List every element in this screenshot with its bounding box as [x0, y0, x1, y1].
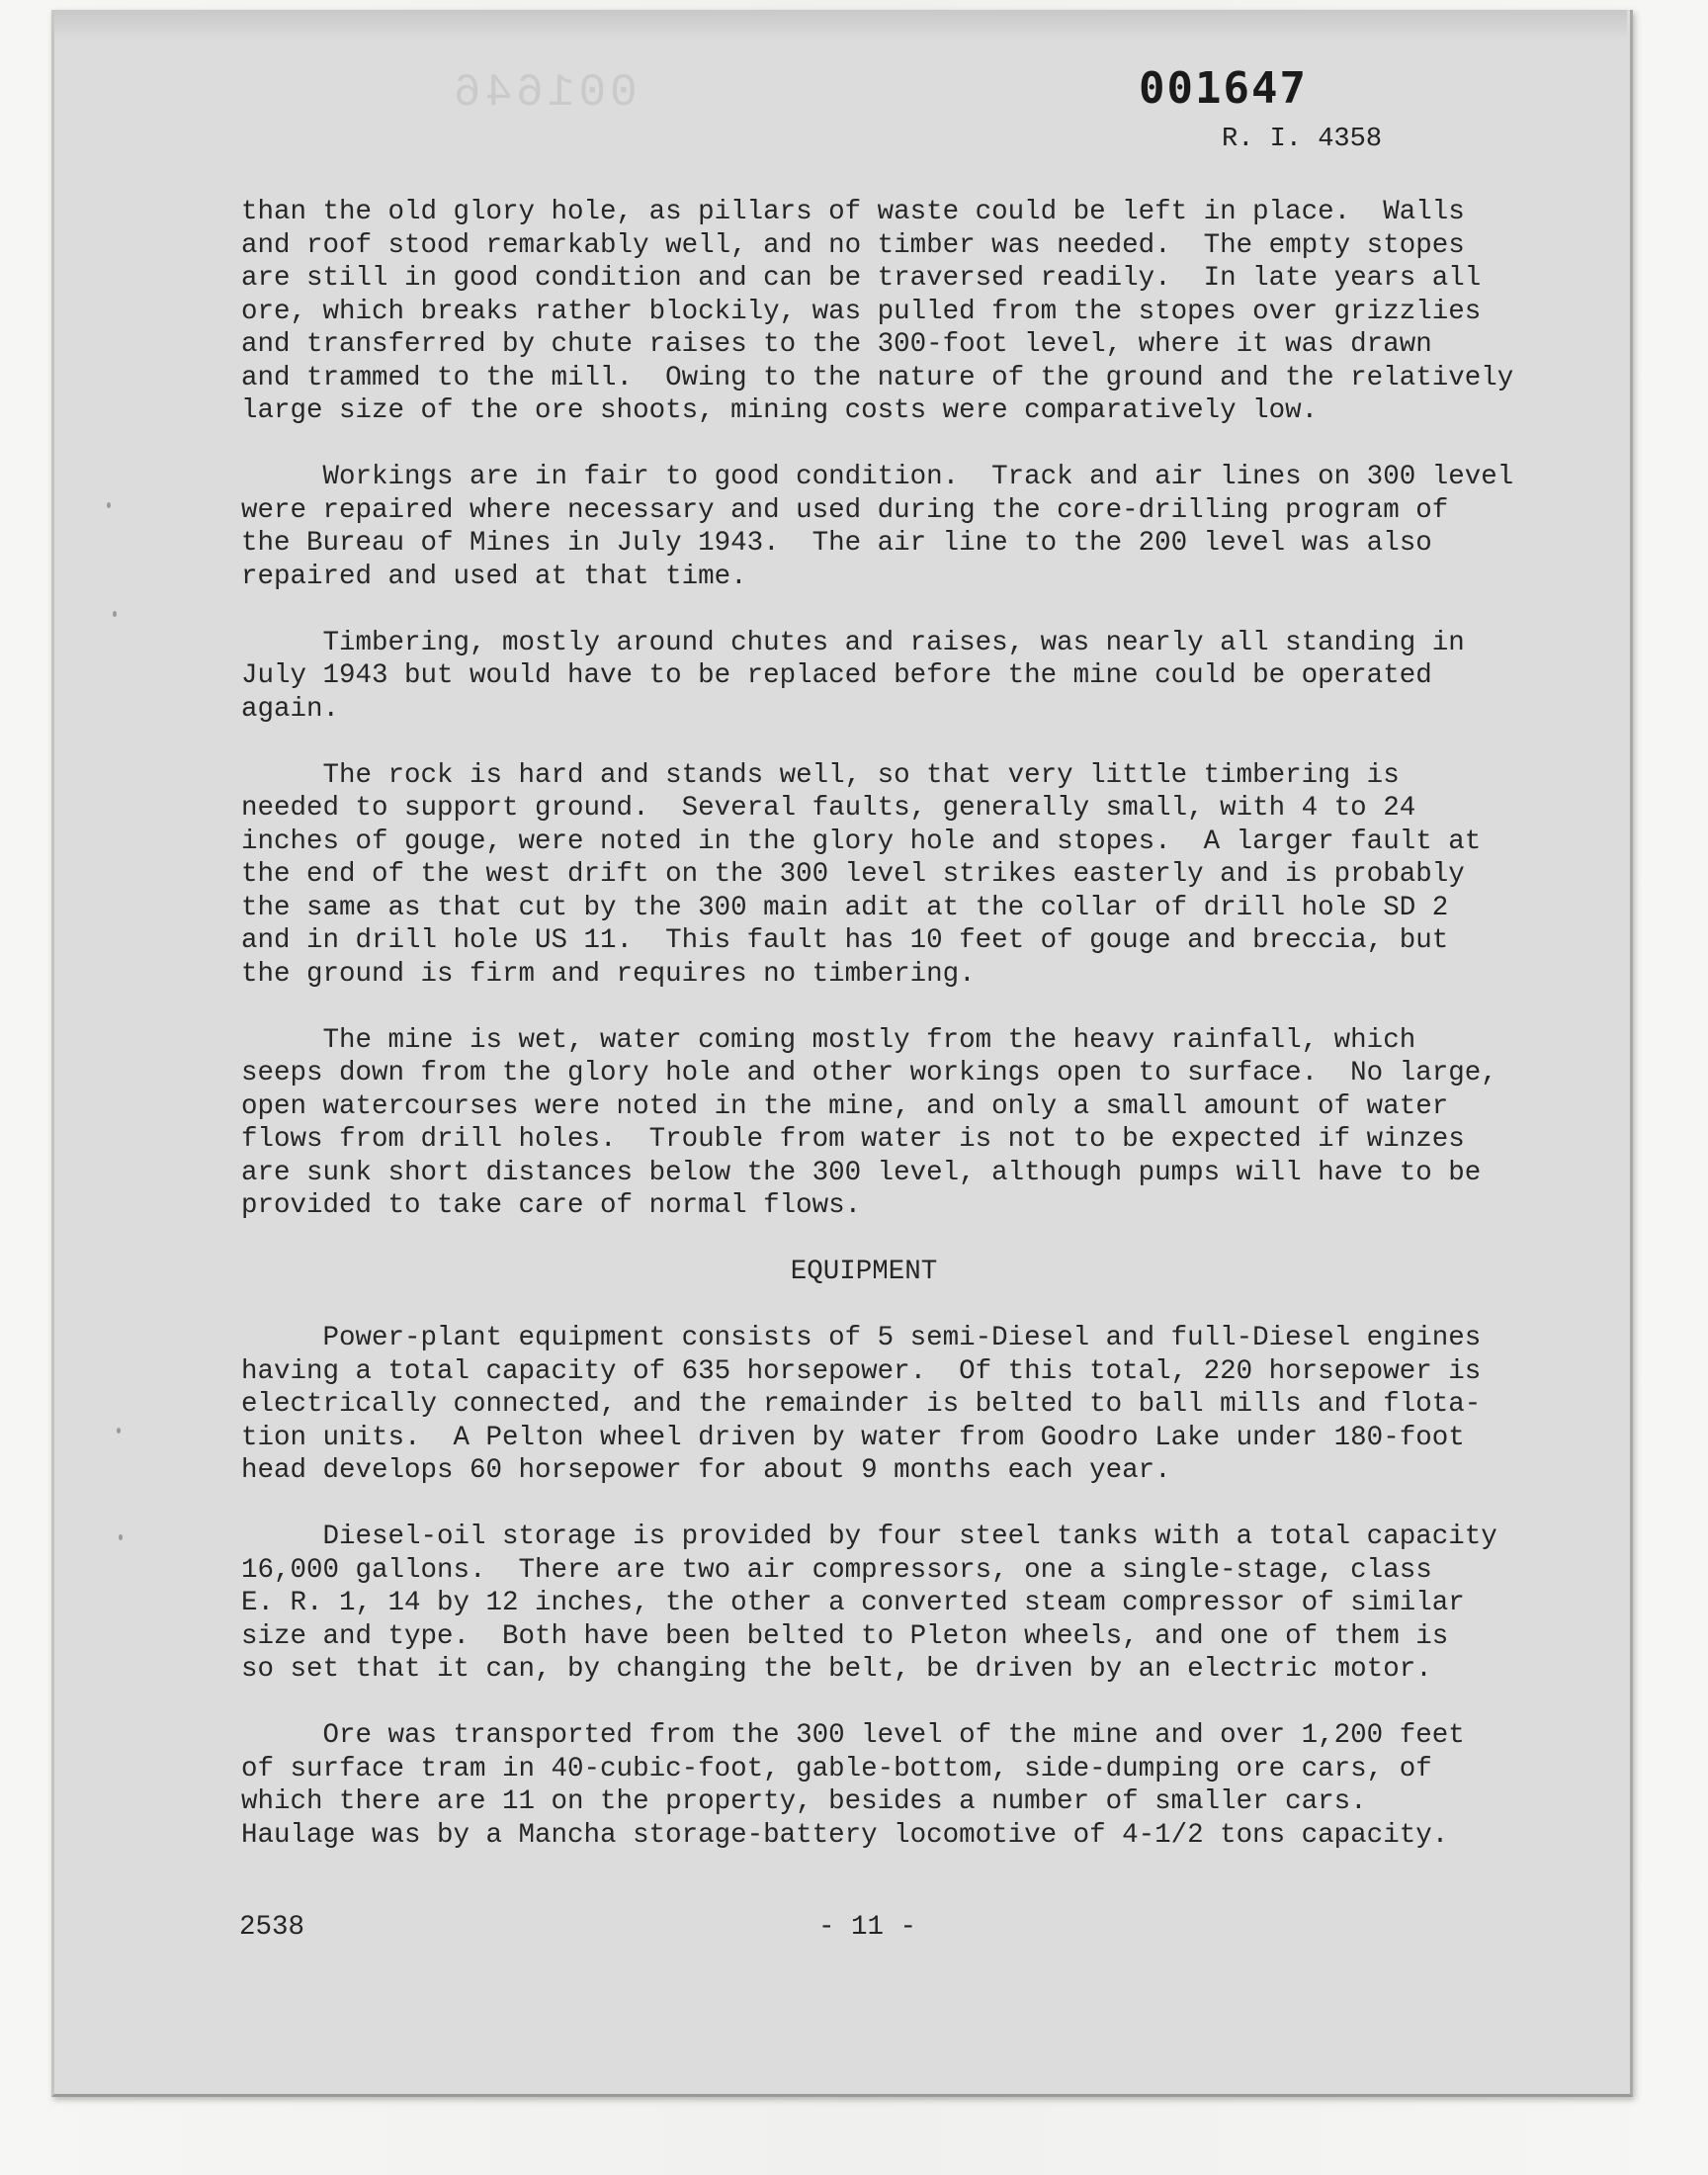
text-line: size and type. Both have been belted to Pleton wheels, and one of them is [241, 1620, 1449, 1652]
text-line: and roof stood remarkably well, and no timber was needed. The empty stopes [241, 229, 1465, 261]
paragraph [241, 1719, 1536, 1852]
text-line: so set that it can, by changing the belt, be driven by an electric motor. [241, 1654, 1432, 1685]
scan-speck [113, 611, 117, 617]
section-heading: EQUIPMENT [790, 1257, 938, 1287]
scan-speck [117, 1428, 121, 1434]
text-line: Timbering, mostly around chutes and raises, was nearly all standing in [241, 627, 1465, 658]
text-line: repaired and used at that time. [241, 561, 747, 592]
paragraph [241, 1024, 1536, 1223]
document-body [241, 196, 1536, 1885]
text-line: were repaired where necessary and used during the core-drilling program of [241, 494, 1449, 526]
text-line: large size of the ore shoots, mining costs were comparatively low. [241, 395, 1319, 426]
text-line: E. R. 1, 14 by 12 inches, the other a converted steam compressor of similar [241, 1588, 1465, 1618]
text-line: again. [241, 693, 340, 725]
text-line: the end of the west drift on the 300 level strikes easterly and is probably [241, 859, 1465, 890]
bleed-through-number: 001646 [450, 67, 638, 119]
document-number-stamp: 001647 [1139, 63, 1308, 114]
text-line: Power-plant equipment consists of 5 semi-Diesel and full-Diesel engines [241, 1323, 1482, 1353]
text-line: ore, which breaks rather blockily, was pulled from the stopes over grizzlies [241, 296, 1482, 327]
report-identifier: R. I. 4358 [1222, 125, 1383, 154]
text-line: of surface tram in 40-cubic-foot, gable-bottom, side-dumping ore cars, of [241, 1753, 1432, 1784]
text-line: the ground is firm and requires no timbering. [241, 958, 976, 990]
text-line: seeps down from the glory hole and other workings open to surface. No large, [241, 1058, 1497, 1088]
page-number: - 11 - [818, 1912, 917, 1943]
text-line: The rock is hard and stands well, so that very little timbering is [241, 759, 1400, 791]
text-line: tion units. A Pelton wheel driven by water from Goodro Lake under 180-foot [241, 1422, 1465, 1453]
paragraph [241, 1521, 1536, 1687]
text-line: are still in good condition and can be traversed readily. In late years all [241, 263, 1482, 294]
paragraph [241, 1322, 1536, 1488]
text-line: are sunk short distances below the 300 level, although pumps will have to be [241, 1157, 1482, 1188]
text-line: inches of gouge, were noted in the glory hole and stopes. A larger fault at [241, 826, 1482, 857]
text-line: open watercourses were noted in the mine, and only a small amount of water [241, 1090, 1449, 1122]
text-line: head develops 60 horsepower for about 9 months each year. [241, 1455, 1171, 1486]
text-line: and in drill hole US 11. This fault has 10 feet of gouge and breccia, but [241, 925, 1449, 956]
scan-speck [119, 1534, 123, 1540]
footer-code: 2538 [239, 1912, 305, 1943]
text-line: the same as that cut by the 300 main adit at the collar of drill hole SD 2 [241, 892, 1449, 923]
scan-speck [107, 502, 111, 508]
paragraph [241, 196, 1536, 428]
text-line: Ore was transported from the 300 level of the mine and over 1,200 feet [241, 1720, 1465, 1751]
text-line: and trammed to the mill. Owing to the nature of the ground and the relatively [241, 362, 1514, 393]
paragraph [241, 461, 1536, 593]
text-line: provided to take care of normal flows. [241, 1190, 862, 1221]
text-line: needed to support ground. Several faults, generally small, with 4 to 24 [241, 793, 1416, 824]
text-line: which there are 11 on the property, besides a number of smaller cars. [241, 1786, 1367, 1817]
text-line: Diesel-oil storage is provided by four steel tanks with a total capacity [241, 1522, 1497, 1552]
text-line: the Bureau of Mines in July 1943. The air line to the 200 level was also [241, 528, 1432, 559]
text-line: 16,000 gallons. There are two air compressors, one a single-stage, class [241, 1554, 1432, 1586]
text-line: having a total capacity of 635 horsepower. Of this total, 220 horsepower is [241, 1355, 1482, 1387]
text-line: Haulage was by a Mancha storage-battery locomotive of 4-1/2 tons capacity. [241, 1819, 1449, 1851]
paragraph [241, 627, 1536, 727]
text-line: electrically connected, and the remainder is belted to ball mills and flota- [241, 1389, 1482, 1420]
text-line: flows from drill holes. Trouble from water is not to be expected if winzes [241, 1124, 1465, 1155]
page-top-shadow [51, 10, 1627, 40]
text-line: The mine is wet, water coming mostly from the heavy rainfall, which [241, 1024, 1416, 1056]
text-line: Workings are in fair to good condition. Track and air lines on 300 level [241, 462, 1514, 492]
text-line: than the old glory hole, as pillars of waste could be left in place. Walls [241, 197, 1465, 227]
paragraph [241, 759, 1536, 992]
text-line: and transferred by chute raises to the 300-foot level, where it was drawn [241, 329, 1432, 360]
text-line: July 1943 but would have to be replaced before the mine could be operated [241, 660, 1432, 691]
